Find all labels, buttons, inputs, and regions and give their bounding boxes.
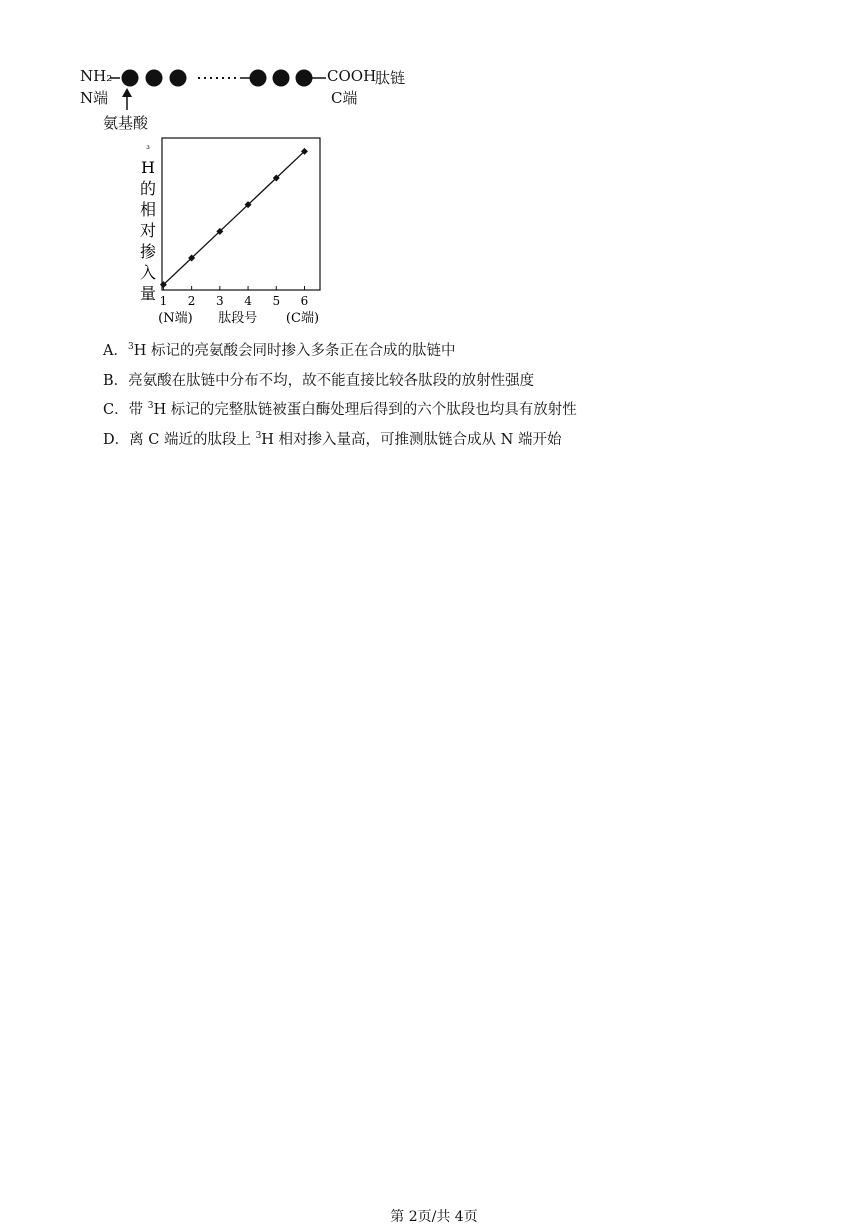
x-tick-label: 4 <box>244 294 252 308</box>
option-c[interactable]: C．带 $^3$H 标记的完整肽链被蛋白酶处理后得到的六个肽段也均具有放射性 <box>103 401 577 418</box>
amino-acid-label: 氨基酸 <box>103 114 149 132</box>
n-terminal-label: N端 <box>80 89 109 107</box>
amino-acid-bead <box>296 70 313 87</box>
option-b[interactable] <box>103 369 534 390</box>
option-letter: A． <box>103 343 128 359</box>
option-text: H 标记的完整肽链被蛋白酶处理后得到的六个肽段也均具有放射性 <box>153 402 577 418</box>
option-text: H 标记的亮氨酸会同时掺入多条正在合成的肽链中 <box>133 343 456 359</box>
c-terminal-group: COOH <box>327 67 377 85</box>
y-axis-label: ³ H 的相对掺入量 <box>139 145 157 303</box>
plot-frame <box>162 138 320 290</box>
option-letter: D． <box>103 432 130 448</box>
amino-acid-bead <box>250 70 267 87</box>
x-axis-label: 肽段号 <box>218 311 258 325</box>
amino-acid-bead <box>273 70 290 87</box>
x-tick-label: 6 <box>300 294 309 308</box>
amino-acid-bead <box>122 70 139 87</box>
chart-svg <box>130 130 330 325</box>
option-a[interactable]: A．$^3$H 标记的亮氨酸会同时掺入多条正在合成的肽链中 <box>103 342 456 359</box>
amino-acid-bead <box>146 70 163 87</box>
series-line <box>163 151 304 284</box>
option-d[interactable]: D．离 C 端近的肽段上 $^3$H 相对掺入量高，可推测肽链合成从 N 端开始 <box>103 431 562 448</box>
x-tick-label: 1 <box>159 294 168 308</box>
n-terminal-group: NH₂ <box>80 67 113 85</box>
page-footer: 第 2页/共 4页 <box>390 1209 478 1225</box>
option-letter: C． <box>103 402 129 418</box>
option-text: H 相对掺入量高，可推测肽链合成从 N 端开始 <box>261 432 562 448</box>
chain-label: 肽链 <box>375 69 406 87</box>
x-axis-left-end-label: (N端) <box>158 311 193 325</box>
option-letter: B． <box>103 373 129 389</box>
x-tick-label: 2 <box>187 294 196 308</box>
c-terminal-label: C端 <box>331 89 358 107</box>
x-axis-right-end-label: (C端) <box>285 311 320 325</box>
amino-acid-bead <box>170 70 187 87</box>
option-text: 亮氨酸在肽链中分布不均，故不能直接比较各肽段的放射性强度 <box>128 373 535 389</box>
x-tick-label: 5 <box>272 294 281 308</box>
x-tick-label: 3 <box>216 294 224 308</box>
chain-graphic <box>100 60 340 120</box>
incorporation-chart <box>130 130 330 325</box>
